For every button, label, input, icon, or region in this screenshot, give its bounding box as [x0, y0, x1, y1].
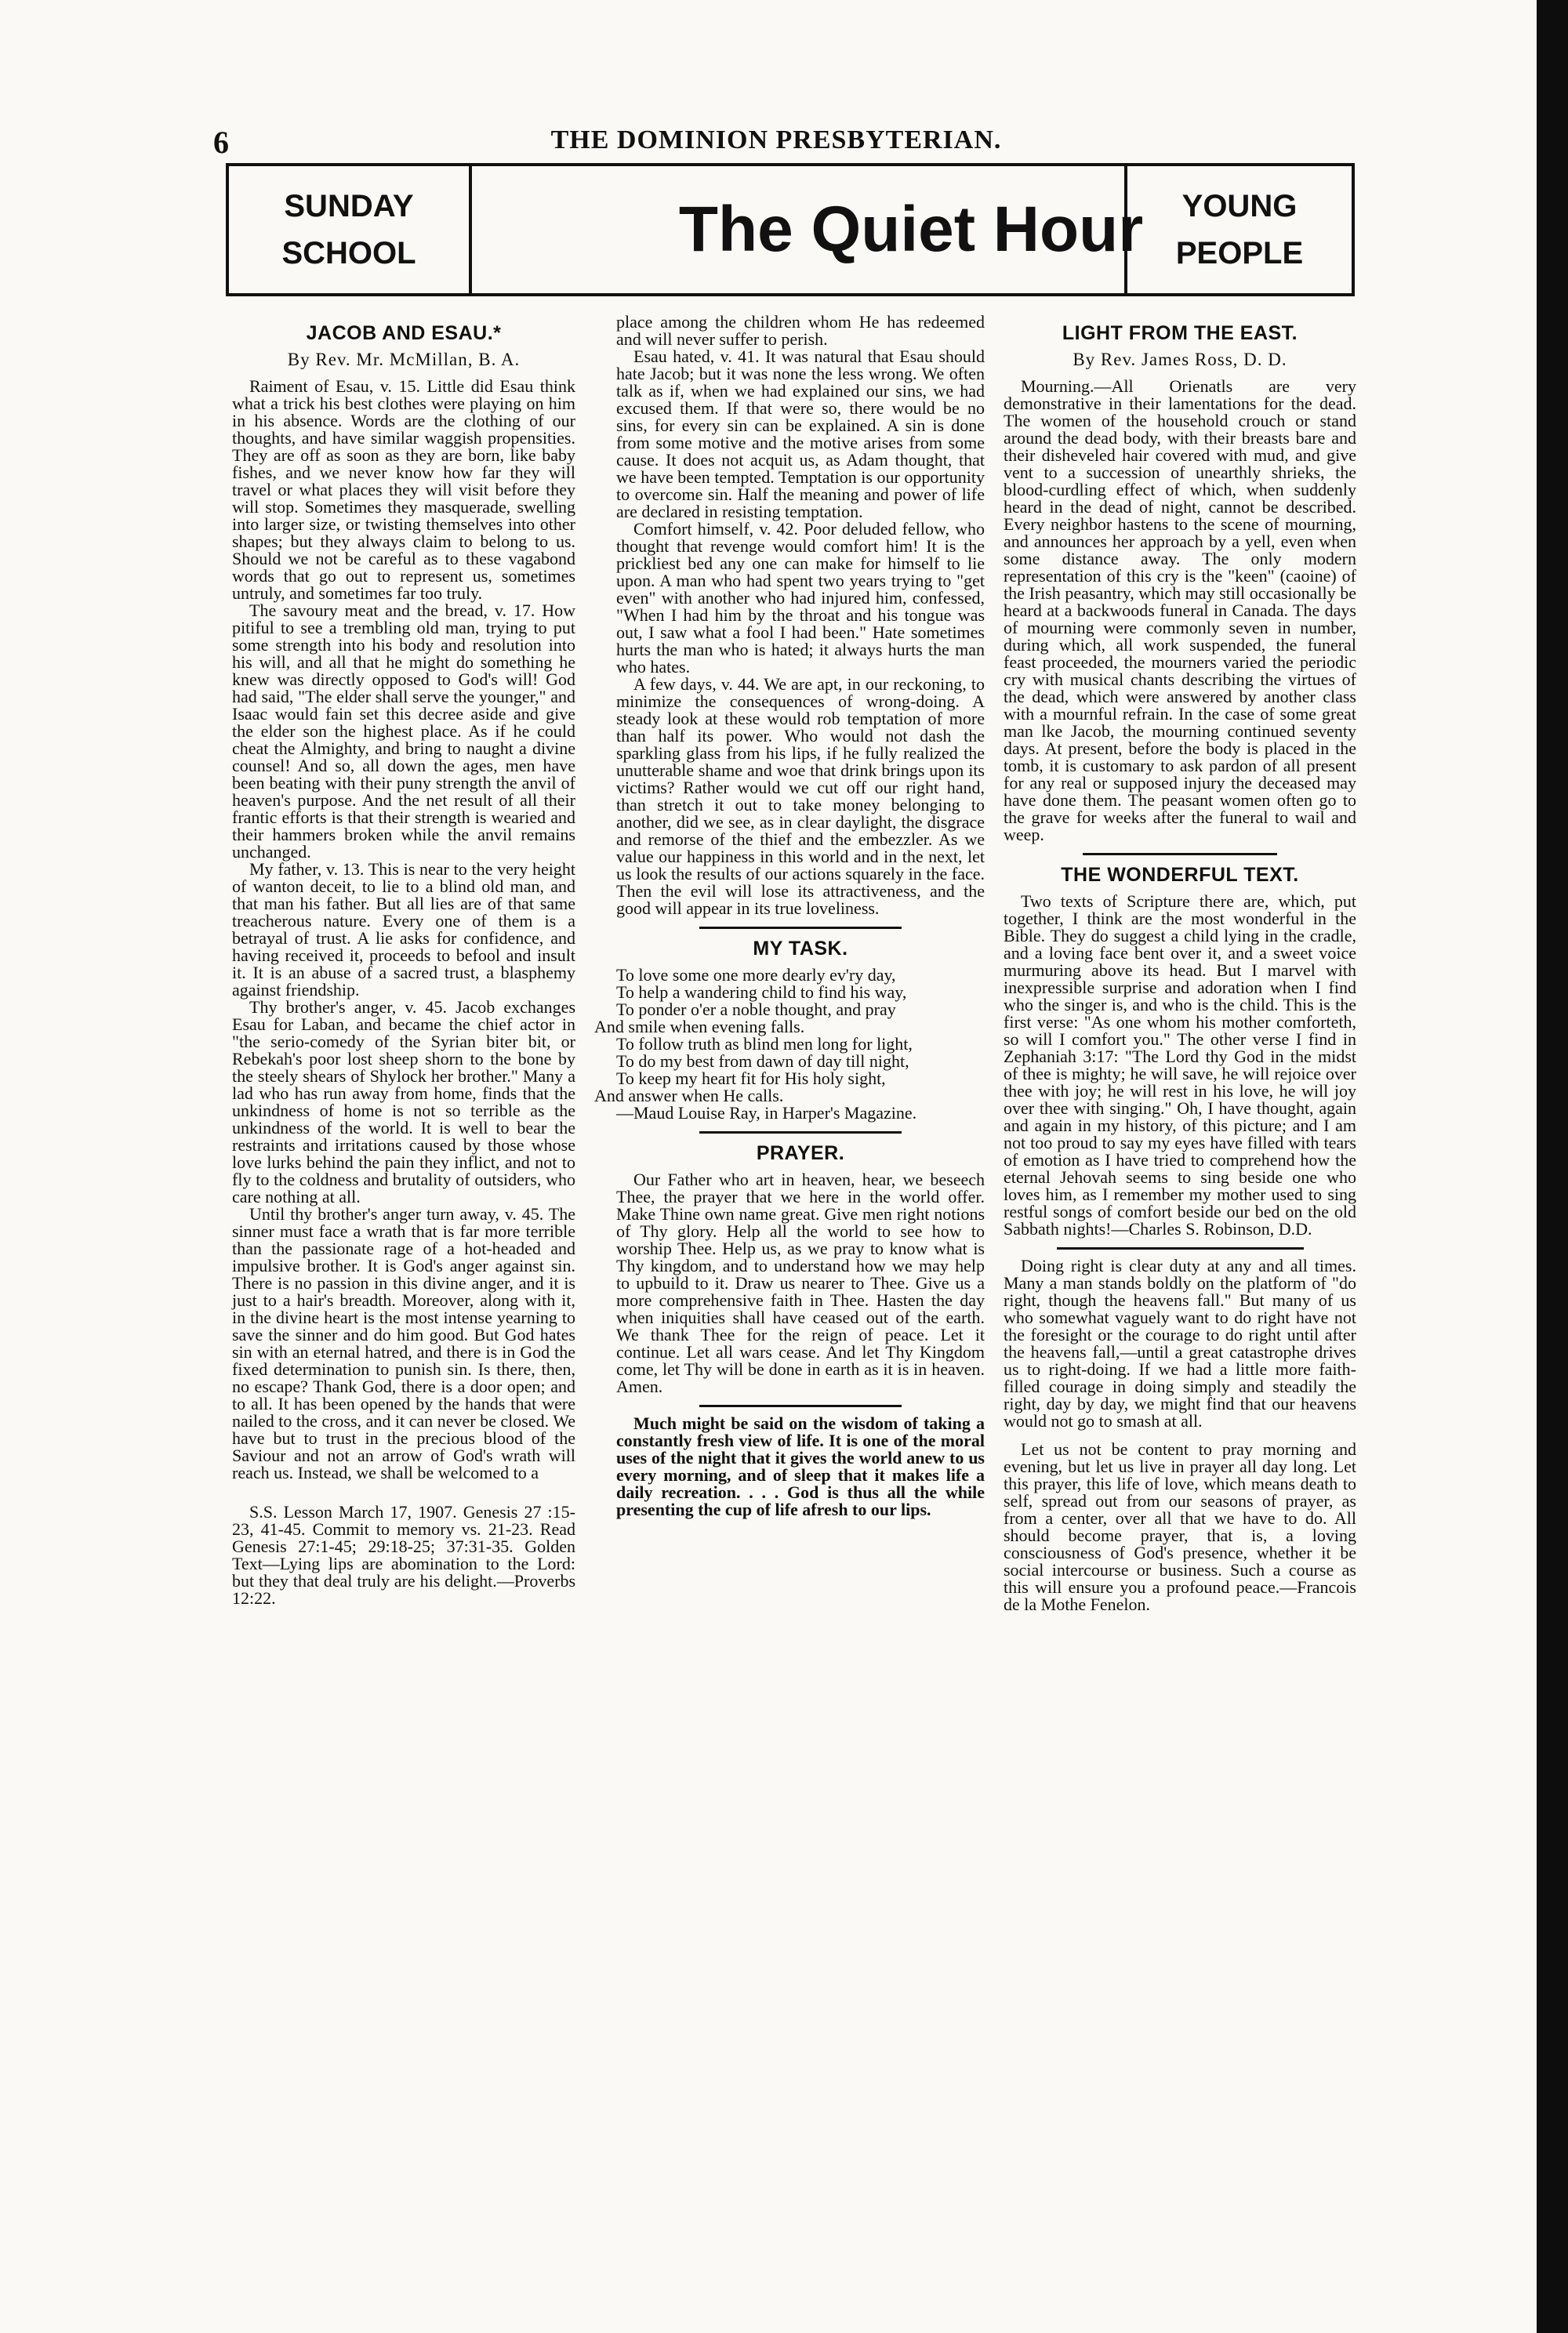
byline-ross: By Rev. James Ross, D. D. [1073, 350, 1287, 369]
divider [1057, 1247, 1304, 1250]
section-banner [226, 163, 1355, 296]
scan-edge [1537, 0, 1568, 2333]
page-number: 6 [213, 125, 229, 160]
article-title-jacob-esau: JACOB AND ESAU.* [306, 322, 502, 344]
paragraph: The savoury meat and the bread, v. 17. How pitiful to see a trembling old man, trying to put some strength into his body and resolution into his will, and all that he might do something he knew was directly opposed to God's will! God had said, "The elder shall serve the younger," and Isaac would fain set this decree aside and give the elder son the highest place. As if he could cheat the Almighty, and bring to naught a divine counsel! And so, all down the ages, men have been beating with their puny strength the anvil of heaven's purpose. And the net result of all their frantic efforts is that their strength is wearied and their hammers broken while the anvil remains unchanged. [232, 600, 575, 862]
column-3 [1004, 314, 1356, 1613]
poem-line: To do my best from dawn of day till night, [616, 1051, 909, 1071]
divider [699, 1131, 902, 1134]
poem-line: To follow truth as blind men long for light, [616, 1034, 913, 1054]
paragraph: Comfort himself, v. 42. Poor deluded fellow, who thought that revenge would comfort him! It is the prickliest bed any one can make for himself to lie upon. A man who had spent two years trying to "get even" with another who had injured him, confessed, "When I had him by the throat and his tongue was out, I saw what a fool I had been." Hate sometimes hurts the man who is hated; it always hurts the man who hates. [616, 519, 985, 677]
banner-title: The Quiet Hour [678, 194, 1144, 265]
poem-line: To keep my heart fit for His holy sight, [616, 1069, 886, 1088]
article-title-wonderful-text: THE WONDERFUL TEXT. [1061, 864, 1299, 886]
wonderful-text: Two texts of Scripture there are, which, put together, I think are the most wonderful in the Bible. They do suggest a child lying in the cradle, and a loving face bent over it, and a sweet voice murmuring above its head. But I marvel with inexpressible surprise and adoration when I find who the singer is, and who is the child. This is the first verse: "As one whom his mother comforteth, so will I comfort you." The other verse I find in Zephaniah 3:17: "The Lord thy God in the midst of thee is mighty; he will save, he will rejoice over thee with joy; he will rest in his love, he will joy over thee with singing." Oh, I have thought, again and again in my history, of this picture; and I am not too proud to say my eyes have filled with tears of emotion as I have tried to comprehend how the eternal Jehovah seems to sing beside one who loves him, as I remember my mother used to sing restful songs of comfort beside our bed on the old Sabbath nights!—Charles S. Robinson, D.D. [1004, 891, 1356, 1239]
prayer-text: Our Father who art in heaven, hear, we beseech Thee, the prayer that we here in the world offer. Make Thine own name great. Give men right notions of Thy glory. Help all the world to see how to worship Thee. Help us, as we pray to know what is Thy kingdom, and to understand how we may help to upbuild to it. Draw us nearer to Thee. Give us a more comprehensive faith in Thee. Hasten the day when iniquities shall have ceased out of the earth. We thank Thee for the reign of peace. Let it continue. Let all wars cease. And let Thy Kingdom come, let Thy will be done in earth as it is in heaven. Amen. [616, 1170, 985, 1396]
lesson-footnote: S.S. Lesson March 17, 1907. Genesis 27 :15-23, 41-45. Commit to memory vs. 21-23. Read Genesis 27:1-45; 29:18-25; 37:31-35. Golden Text—Lying lips are abomination to the Lord: but they that deal truly are his delight.—Proverbs 12:22. [232, 1502, 575, 1608]
banner-right-box [1124, 166, 1352, 293]
poem-attribution: —Maud Louise Ray, in Harper's Magazine. [616, 1103, 917, 1123]
banner-left-line1: SUNDAY [284, 189, 414, 223]
article-title-prayer: PRAYER. [756, 1142, 845, 1164]
poem-line: To ponder o'er a noble thought, and pray [616, 1000, 896, 1019]
divider [699, 1405, 902, 1407]
prayer-life-text: Let us not be content to pray morning and evening, but let us live in prayer all day long. Let this prayer, this life of love, which means death to self, spread out from our seasons of prayer, as from a center, over all that we have to do. All should become prayer, that is, a loving consciousness of God's presence, whether it be social intercourse or business. Such a course as this will ensure you a profound peace.—Francois de la Mothe Fenelon. [1004, 1439, 1356, 1614]
poem-line: To love some one more dearly ev'ry day, [616, 965, 896, 985]
paragraph: Esau hated, v. 41. It was natural that Esau should hate Jacob; but it was none the less wrong. We often talk as if, when we had explained our sins, we had excused them. If that were so, there would be no sins, for every sin can be explained. A sin is done from some motive and the motive arises from some cause. It does not acquit us, as Adam thought, that we have been tempted. Temptation is our opportunity to overcome sin. Half the meaning and power of life are declared in resisting temptation. [616, 347, 985, 521]
banner-left-line2: SCHOOL [281, 236, 416, 270]
paragraph: Thy brother's anger, v. 45. Jacob exchanges Esau for Laban, and became the chief actor in "the serio-comedy of the Syrian biter bit, or Rebekah's poor lost sheep shorn to the bone by the steely shears of Shylock her brother." Many a lad who has run away from home, finds that the unkindness of home is not so terrible as the unkindness of the world. It is well to bear the restraints and irritations caused by those whose love lurks behind the pain they inflict, and not to fly to the coldness and brutality of outsiders, who care nothing at all. [232, 997, 575, 1206]
banner-left-box [229, 166, 472, 293]
paragraph: A few days, v. 44. We are apt, in our reckoning, to minimize the consequences of wrong-doing. A steady look at these would rob temptation of more than half its power. Who would not dash the sparkling glass from his lips, if he fully realized the unutterable shame and woe that drink brings upon its victims? Rather would we cut off our right hand, than stretch it out to take money belonging to another, did we see, as in clear daylight, the disgrace and remorse of the thief and the embezzler. As we value our happiness in this world and in the next, let us look the results of our actions squarely in the face. Then the evil will lose its attractiveness, and the good will appear in its true loveliness. [616, 674, 985, 918]
banner-right-line2: PEOPLE [1175, 236, 1304, 270]
divider [699, 927, 902, 929]
article-title-my-task: MY TASK. [753, 938, 848, 960]
mourning-text: Mourning.—All Orienatls are very demonstrative in their lamentations for the dead. The women of the household crouch or stand around the dead body, with their breasts bare and their disheveled hair covered with mud, and give vent to a succession of unearthly shrieks, the blood-curdling effect of which, when suddenly heard in the dead of night, cannot be described. Every neighbor hastens to the scene of mourning, and announces her approach by a yell, even when some distance away. The only modern representation of this cry is the "keen" (caoine) of the Irish peasantry, which may still occasionally be heard at a backwoods funeral in Canada. The days of mourning were commonly seven in number, during which, all work suspended, the funeral feast proceeded, the mourners varied the periodic cry with musical chants describing the virtues of the dead, which were answered by another class with a mournful refrain. In the case of some great man lke Jacob, the mourning continued seventy days. At present, before the body is placed in the tomb, it is customary to ask pardon of all present for any real or supposed injury the deceased may have done them. The peasant women often go to the grave for weeks after the funeral to wail and weep. [1004, 376, 1356, 844]
poem [594, 965, 985, 1123]
paragraph: Raiment of Esau, v. 15. Little did Esau think what a trick his best clothes were playing on him in his absence. Words are the clothing of our thoughts, and have similar waggish propensities. They are off as soon as they are born, like baby fishes, and we never know how far they will travel or what places they will visit before they will stop. Sometimes they masquerade, swelling into larger size, or twisting themselves into other shapes; but they always claim to belong to us. Should we not be careful as to these vagabond words that go out to represent us, sometimes untruly, and sometimes far too truly. [232, 376, 575, 603]
poem-line: To help a wandering child to find his way, [616, 982, 907, 1002]
byline-mcmillan: By Rev. Mr. McMillan, B. A. [287, 350, 521, 369]
divider [1083, 853, 1277, 855]
column-2 [594, 312, 985, 1519]
paragraph: place among the children whom He has redeemed and will never suffer to perish. [616, 312, 985, 349]
banner-right-line1: YOUNG [1181, 189, 1298, 223]
wisdom-text: Much might be said on the wisdom of taking a constantly fresh view of life. It is one of the moral uses of the night that it gives the world anew to us every morning, and of sleep that it makes life a daily recreation. . . . God is thus all the while presenting the cup of life afresh to our lips. [616, 1413, 985, 1519]
paragraph: My father, v. 13. This is near to the very height of wanton deceit, to lie to a blind old man, and that man his father. But all lies are of that same treacherous nature. Every one of them is a betrayal of trust. A lie asks for confidence, and having received it, proceeds to befool and insult it. It is an abuse of a sacred trust, a blasphemy against friendship. [232, 859, 575, 1000]
running-head: THE DOMINION PRESBYTERIAN. [550, 125, 1002, 154]
article-title-light-from-east: LIGHT FROM THE EAST. [1062, 322, 1298, 344]
doing-right-text: Doing right is clear duty at any and all times. Many a man stands boldly on the platform of "do right, though the heavens fall." But many of us who somewhat vaguely want to do right have not the foresight or the courage to do right until after the heavens fall,—until a great catastrophe drives us to right-doing. If we had a little more faith-filled courage in doing simply and steadily the right, day by day, we might find that our heavens would not go to smash at all. [1004, 1256, 1356, 1431]
poem-line: And answer when He calls. [594, 1086, 784, 1105]
poem-line: And smile when evening falls. [594, 1017, 805, 1036]
column-1 [232, 314, 575, 1607]
paragraph: Until thy brother's anger turn away, v. 45. The sinner must face a wrath that is far more terrible than the passionate rage of a hot-headed and impulsive brother. It is God's anger against sin. There is no passion in this divine anger, and it is just to a hair's breadth. Moreover, along with it, in the divine heart is the most intense yearning to save the sinner and do him good. But God hates sin with an eternal hatred, and there is in God the fixed determination to punish sin. Is there, then, no escape? Thank God, there is a door open; and to all. It has been opened by the hands that were nailed to the cross, and it can never be closed. We have but to trust in the precious blood of the Saviour and not an arrow of God's wrath will reach us. Instead, we shall be welcomed to a [232, 1204, 575, 1482]
